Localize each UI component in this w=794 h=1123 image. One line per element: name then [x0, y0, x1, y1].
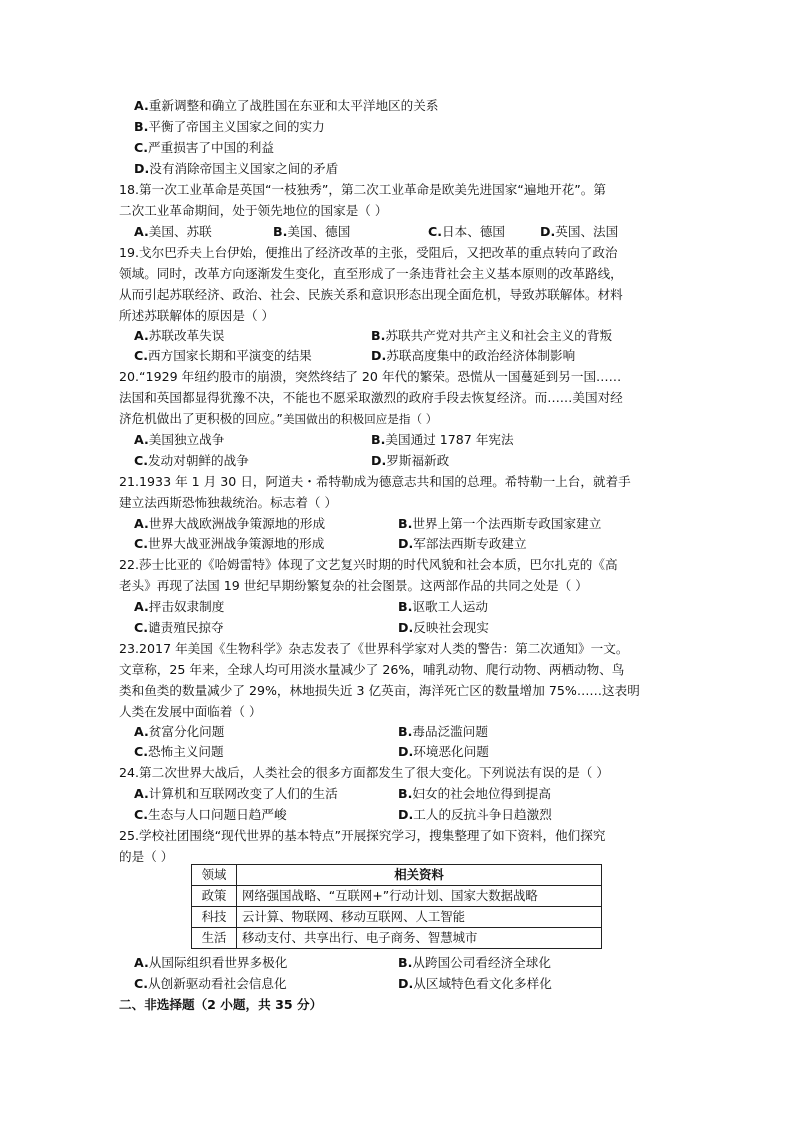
q19-line-4: 所述苏联解体的原因是（ ） [119, 308, 275, 323]
option-label: C. [134, 536, 149, 551]
option-label: C. [428, 224, 443, 239]
option-label: D. [398, 744, 414, 759]
option-text: 生态与人口问题日趋严峻 [148, 807, 287, 822]
option-text: 罗斯福新政 [386, 453, 450, 468]
table-header-row [192, 865, 602, 886]
option-label: A. [134, 599, 149, 614]
q22-line-1: 22.莎士比亚的《哈姆雷特》体现了文艺复兴时期的时代风貌和社会本质，巴尔扎克的《高 [119, 557, 618, 572]
section-two-heading: 二、非选择题（2 小题，共 35 分） [119, 997, 323, 1012]
q25-resource-table [191, 864, 602, 949]
option-text: 苏联改革失误 [148, 328, 225, 343]
option-label: A. [134, 786, 149, 801]
q25-line-1: 25.学校社团围绕“现代世界的基本特点”开展探究学习，搜集整理了如下资料，他们探究 [119, 828, 606, 843]
option-text: 计算机和互联网改变了人们的生活 [148, 786, 338, 801]
option-text: 美国通过 1787 年宪法 [385, 432, 514, 447]
q23-option-b [398, 724, 488, 740]
option-text: 从区域特色看文化多样化 [413, 976, 552, 991]
option-label: C. [134, 807, 149, 822]
table-cell: 移动支付、共享出行、电子商务、智慧城市 [237, 928, 602, 949]
option-label: A. [134, 516, 149, 531]
q17-option-a [134, 98, 438, 114]
q21-option-d [398, 536, 527, 552]
q17-option-b [134, 119, 325, 135]
option-text: 苏联高度集中的政治经济体制影响 [386, 348, 576, 363]
q22-option-d [398, 620, 489, 636]
option-label: C. [134, 348, 149, 363]
option-label: B. [273, 224, 288, 239]
option-label: D. [371, 453, 387, 468]
option-label: D. [398, 620, 414, 635]
option-label: B. [398, 786, 413, 801]
q18-option-d [540, 224, 618, 240]
option-label: D. [398, 976, 414, 991]
q18-option-b [273, 224, 350, 240]
option-text: 军部法西斯专政建立 [413, 536, 527, 551]
option-text: 英国、法国 [555, 224, 619, 239]
option-text: 平衡了帝国主义国家之间的实力 [148, 119, 325, 134]
option-label: B. [134, 119, 149, 134]
option-label: B. [398, 599, 413, 614]
table-row [192, 886, 602, 907]
option-text: 世界大战欧洲战争策源地的形成 [148, 516, 326, 531]
q19-line-1: 19.戈尔巴乔夫上台伊始，便推出了经济改革的主张，受阻后，又把改革的重点转向了政治 [119, 245, 618, 260]
q20-line-3-tail: 美国做出的积极回应是指（ ） [282, 412, 438, 426]
option-text: 美国、德国 [287, 224, 351, 239]
q23-option-a [134, 724, 224, 740]
option-label: C. [134, 744, 149, 759]
option-text: 工人的反抗斗争日趋激烈 [413, 807, 552, 822]
option-text: 美国、苏联 [148, 224, 212, 239]
q19-option-a [134, 328, 224, 344]
q21-option-a [134, 516, 325, 532]
option-label: D. [134, 161, 150, 176]
q19-option-d [371, 348, 575, 364]
q21-line-2: 建立法西斯恐怖独裁统治。标志着（ ） [119, 495, 338, 510]
option-label: C. [134, 976, 149, 991]
q22-line-2: 老头》再现了法国 19 世纪早期纷繁复杂的社会图景。这两部作品的共同之处是（ ） [119, 578, 588, 593]
option-text: 西方国家长期和平演变的结果 [148, 348, 312, 363]
q24-option-b [398, 786, 551, 802]
q22-option-b [398, 599, 488, 615]
option-label: A. [134, 328, 149, 343]
table-header-cell: 领域 [192, 865, 237, 886]
option-text: 从创新驱动看社会信息化 [148, 976, 287, 991]
option-label: B. [398, 516, 413, 531]
q19-option-b [371, 328, 612, 344]
option-label: A. [134, 724, 149, 739]
q23-line-4: 人类在发展中面临着（ ） [119, 704, 262, 719]
table-row [192, 907, 602, 928]
option-text: 发动对朝鲜的战争 [148, 453, 249, 468]
option-label: A. [134, 224, 149, 239]
q17-option-d [134, 161, 338, 177]
q21-line-1: 21.1933 年 1 月 30 日，阿道夫・希特勒成为德意志共和国的总理。希特勒一上台，就着手 [119, 474, 631, 489]
q23-option-c [134, 744, 224, 760]
option-text: 日本、德国 [442, 224, 505, 239]
table-cell: 云计算、物联网、移动互联网、人工智能 [237, 907, 602, 928]
table-cell: 政策 [192, 886, 237, 907]
q23-option-d [398, 744, 489, 760]
q20-option-c [134, 453, 249, 469]
option-text: 讴歌工人运动 [412, 599, 488, 614]
table-cell: 网络强国战略、“互联网+”行动计划、国家大数据战略 [237, 886, 602, 907]
q23-line-2: 文章称，25 年来，全球人均可用淡水量减少了 26%，哺乳动物、爬行动物、两栖动物、鸟 [119, 662, 625, 677]
option-text: 反映社会现实 [413, 620, 489, 635]
q20-line-3 [119, 411, 437, 427]
option-label: B. [371, 328, 386, 343]
option-text: 苏联共产党对共产主义和社会主义的背叛 [385, 328, 613, 343]
q20-option-d [371, 453, 449, 469]
option-label: C. [134, 140, 149, 155]
q25-option-c [134, 976, 287, 992]
option-text: 世界上第一个法西斯专政国家建立 [412, 516, 602, 531]
q24-option-a [134, 786, 338, 802]
table-cell: 生活 [192, 928, 237, 949]
q20-option-a [134, 432, 224, 448]
option-text: 贫富分化问题 [148, 724, 225, 739]
q18-option-c [428, 224, 505, 240]
option-label: B. [371, 432, 386, 447]
option-label: C. [134, 620, 149, 635]
option-label: D. [398, 536, 414, 551]
q23-line-3: 类和鱼类的数量减少了 29%，林地损失近 3 亿英亩，海洋死亡区的数量增加 75%……这表明 [119, 683, 640, 698]
q19-option-c [134, 348, 312, 364]
q25-option-b [398, 955, 551, 971]
option-label: D. [398, 807, 414, 822]
q20-line-1: 20.“1929 年纽约股市的崩溃，突然终结了 20 年代的繁荣。恐慌从一国蔓延到另一国…… [119, 369, 622, 384]
option-label: A. [134, 955, 149, 970]
option-label: D. [540, 224, 556, 239]
q24-line-1: 24.第二次世界大战后，人类社会的很多方面都发生了很大变化。下列说法有误的是（ ） [119, 765, 610, 780]
q17-option-c [134, 140, 274, 156]
option-text: 毒品泛滥问题 [412, 724, 488, 739]
q19-line-2: 领域。同时，改革方向逐渐发生变化，直至形成了一条违背社会主义基本原则的改革路线， [119, 266, 623, 281]
option-text: 从国际组织看世界多极化 [148, 955, 288, 970]
option-text: 美国独立战争 [148, 432, 225, 447]
q23-line-1: 23.2017 年美国《生物科学》杂志发表了《世界科学家对人类的警告：第二次通知》一文。 [119, 641, 629, 656]
q24-option-d [398, 807, 552, 823]
option-label: D. [371, 348, 387, 363]
option-text: 世界大战亚洲战争策源地的形成 [148, 536, 325, 551]
option-text: 谴责殖民掠夺 [148, 620, 224, 635]
q25-line-2: 的是（ ） [119, 849, 174, 864]
q21-option-c [134, 536, 324, 552]
option-label: C. [134, 453, 149, 468]
option-label: A. [134, 98, 149, 113]
q19-line-3: 从而引起苏联经济、政治、社会、民族关系和意识形态出现全面危机，导致苏联解体。材料 [119, 287, 623, 302]
option-text: 环境恶化问题 [413, 744, 489, 759]
q25-option-a [134, 955, 287, 971]
option-label: B. [398, 955, 413, 970]
option-text: 重新调整和确立了战胜国在东亚和太平洋地区的关系 [148, 98, 439, 113]
option-label: B. [398, 724, 413, 739]
q24-option-c [134, 807, 287, 823]
q20-line-3-text: 济危机做出了更积极的回应。” [119, 411, 283, 426]
table-header-cell: 相关资料 [237, 865, 602, 886]
option-label: A. [134, 432, 149, 447]
q18-option-a [134, 224, 212, 240]
table-cell: 科技 [192, 907, 237, 928]
q20-line-2: 法国和英国都显得犹豫不决，不能也不愿采取激烈的政府手段去恢复经济。而……美国对经 [119, 390, 623, 405]
option-text: 恐怖主义问题 [148, 744, 224, 759]
q18-line-1: 18.第一次工业革命是英国“一枝独秀”，第二次工业革命是欧美先进国家“遍地开花”。第 [119, 182, 606, 197]
q22-option-a [134, 599, 224, 615]
option-text: 严重损害了中国的利益 [148, 140, 274, 155]
option-text: 从跨国公司看经济全球化 [412, 955, 551, 970]
option-text: 抨击奴隶制度 [148, 599, 225, 614]
option-text: 妇女的社会地位得到提高 [412, 786, 551, 801]
q21-option-b [398, 516, 601, 532]
table-row [192, 928, 602, 949]
q25-option-d [398, 976, 552, 992]
q20-option-b [371, 432, 514, 448]
q18-line-2: 二次工业革命期间，处于领先地位的国家是（ ） [119, 203, 388, 218]
option-text: 没有消除帝国主义国家之间的矛盾 [149, 161, 339, 176]
q22-option-c [134, 620, 224, 636]
